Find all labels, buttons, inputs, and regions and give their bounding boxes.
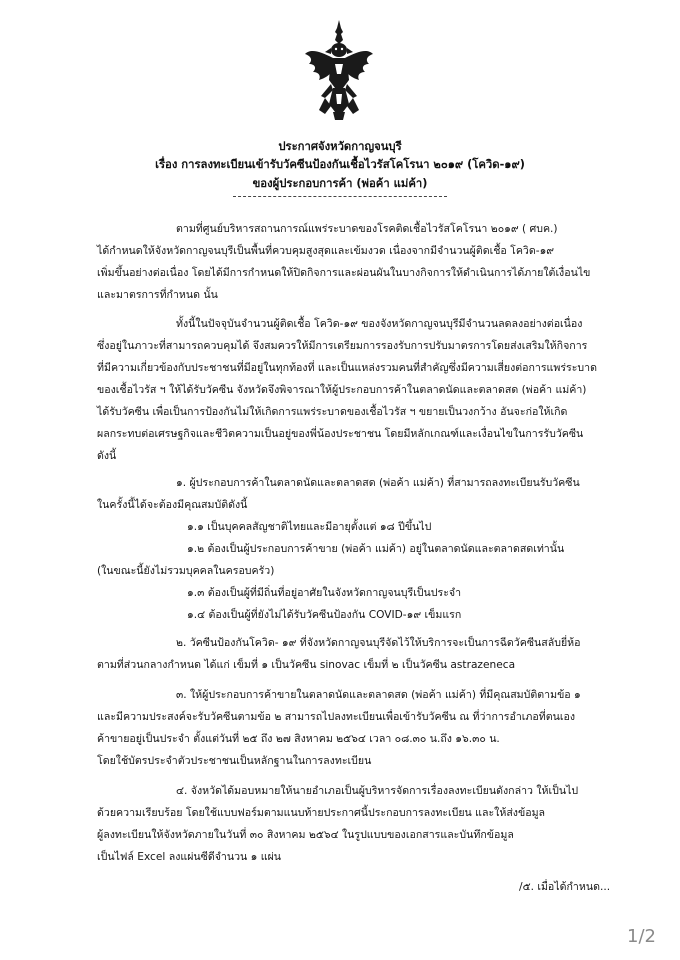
list-item-4-cont: ผู้ลงทะเบียนให้จังหวัดภายในวันที่ ๓๐ สิงหาคม ๒๕๖๔ ในรูปแบบของเอกสารและบันทึกข้อมูล — [97, 829, 514, 841]
sub-item-1-3: ๑.๓ ต้องเป็นผู้ที่มีถิ่นที่อยู่อาศัยในจังหวัดกาญจนบุรีเป็นประจำ — [187, 587, 462, 599]
paragraph-line: ที่มีความเกี่ยวข้องกับประชาชนที่มีอยู่ในทุกท้องที่ และเป็นแหล่งรวมคนที่สำคัญซึ่งมีความเสี่ยงต่อการแพร่ระบาด — [97, 362, 597, 374]
paragraph-line: และมาตรการที่กำหนด นั้น — [97, 289, 218, 301]
list-item-1: ๑. ผู้ประกอบการค้าในตลาดนัดและตลาดสด (พ่อค้า แม่ค้า) ที่สามารถลงทะเบียนรับวัคซีน — [176, 477, 580, 489]
paragraph-line: ของเชื้อไวรัส ฯ ให้ได้รับวัคซีน จังหวัดจึงพิจารณาให้ผู้ประกอบการค้าในตลาดนัดและตลาดสด (พ่อค้า แม่ค้า) — [97, 384, 587, 396]
paragraph-line: ตามที่ศูนย์บริหารสถานการณ์แพร่ระบาดของโรคติดเชื้อไวรัสโคโรนา ๒๐๑๙ ( ศบค.) — [176, 223, 558, 235]
paragraph-line: ได้กำหนดให้จังหวัดกาญจนบุรีเป็นพื้นที่ควบคุมสูงสุดและเข้มงวด เนื่องจากมีจำนวนผู้ติดเชื้อ โควิด-๑๙ — [97, 245, 555, 257]
subject-audience: ของผู้ประกอบการค้า (พ่อค้า แม่ค้า) — [252, 177, 428, 190]
list-item-3: ๓. ให้ผู้ประกอบการค้าขายในตลาดนัดและตลาดสด (พ่อค้า แม่ค้า) ที่มีคุณสมบัติตามข้อ ๑ — [176, 689, 581, 701]
announcement-title: ประกาศจังหวัดกาญจนบุรี — [278, 140, 402, 153]
paragraph-line: ผลกระทบต่อเศรษฐกิจและชีวิตความเป็นอยู่ของพี่น้องประชาชน โดยมีหลักเกณฑ์และเงื่อนไขในการรับวัคซีน — [97, 428, 584, 440]
paragraph-line: ได้รับวัคซีน เพื่อเป็นการป้องกันไม่ให้เกิดการแพร่ระบาดของเชื้อไวรัส ฯ ขยายเป็นวงกว้าง อันจะก่อให้เกิด — [97, 406, 568, 418]
paragraph-line: ทั้งนี้ในปัจจุบันจำนวนผู้ติดเชื้อ โควิด-๑๙ ของจังหวัดกาญจนบุรีมีจำนวนลดลงอย่างต่อเนื่อง — [176, 318, 583, 330]
page-indicator: 1/2 — [627, 926, 656, 947]
list-item-3-cont: ค้าขายอยู่เป็นประจำ ตั้งแต่วันที่ ๒๕ ถึง ๒๗ สิงหาคม ๒๕๖๔ เวลา ๐๘.๓๐ น.ถึง ๑๖.๓๐ น. — [97, 733, 500, 745]
list-item-4-cont: เป็นไฟล์ Excel ลงแผ่นซีดีจำนวน ๑ แผ่น — [97, 851, 282, 863]
paragraph-line: ซึ่งอยู่ในภาวะที่สามารถควบคุมได้ จึงสมควรให้มีการเตรียมการรองรับการปรับมาตรการโดยส่งเสริมให้กิจการ — [97, 340, 588, 352]
list-item-2-cont: ตามที่ส่วนกลางกำหนด ได้แก่ เข็มที่ ๑ เป็นวัคซีน sinovac เข็มที่ ๒ เป็นวัคซีน astrazeneca — [97, 659, 516, 671]
list-item-3-cont: และมีความประสงค์จะรับวัคซีนตามข้อ ๒ สามารถไปลงทะเบียนเพื่อเข้ารับวัคซีน ณ ที่ว่าการอำเภอที่ตนเอง — [97, 711, 576, 723]
sub-item-1-4: ๑.๔ ต้องเป็นผู้ที่ยังไม่ได้รับวัคซีนป้องกัน COVID-๑๙ เข็มแรก — [187, 609, 462, 621]
sub-item-1-1: ๑.๑ เป็นบุคคลสัญชาติไทยและมีอายุตั้งแต่ ๑๘ ปีขึ้นไป — [187, 521, 432, 533]
list-item-1-cont: ในครั้งนี้ได้จะต้องมีคุณสมบัติดังนี้ — [97, 499, 248, 511]
garuda-emblem-icon — [303, 18, 375, 122]
list-item-2: ๒. วัคซีนป้องกันโควิด- ๑๙ ที่จังหวัดกาญจนบุรีจัดไว้ให้บริการจะเป็นการฉีดวัคซีนสลับยี่ห้อ — [176, 637, 581, 649]
sub-item-1-2: ๑.๒ ต้องเป็นผู้ประกอบการค้าขาย (พ่อค้า แม่ค้า) อยู่ในตลาดนัดและตลาดสดเท่านั้น — [187, 543, 565, 555]
title-divider — [233, 196, 447, 197]
list-item-3-cont: โดยใช้บัตรประจำตัวประชาชนเป็นหลักฐานในการลงทะเบียน — [97, 755, 372, 767]
paragraph-line: เพิ่มขึ้นอย่างต่อเนื่อง โดยได้มีการกำหนดให้ปิดกิจการและผ่อนผันในบางกิจการให้ดำเนินการได้ภายใต้เงื่อนไข — [97, 267, 591, 279]
list-item-4: ๔. จังหวัดได้มอบหมายให้นายอำเภอเป็นผู้บริหารจัดการเรื่องลงทะเบียนดังกล่าว ให้เป็นไป — [176, 785, 579, 797]
sub-item-1-2-cont: (ในขณะนี้ยังไม่รวมบุคคลในครอบครัว) — [97, 565, 275, 577]
subject-line: เรื่อง การลงทะเบียนเข้ารับวัคซีนป้องกันเชื้อไวรัสโคโรนา ๒๐๑๙ (โควิด-๑๙) — [155, 158, 525, 171]
paragraph-line: ดังนี้ — [97, 450, 117, 462]
continuation-note: /๕. เมื่อได้กำหนด... — [519, 881, 611, 893]
list-item-4-cont: ด้วยความเรียบร้อย โดยใช้แบบฟอร์มตามแนบท้ายประกาศนี้ประกอบการลงทะเบียน และให้ส่งข้อมูล — [97, 807, 546, 819]
